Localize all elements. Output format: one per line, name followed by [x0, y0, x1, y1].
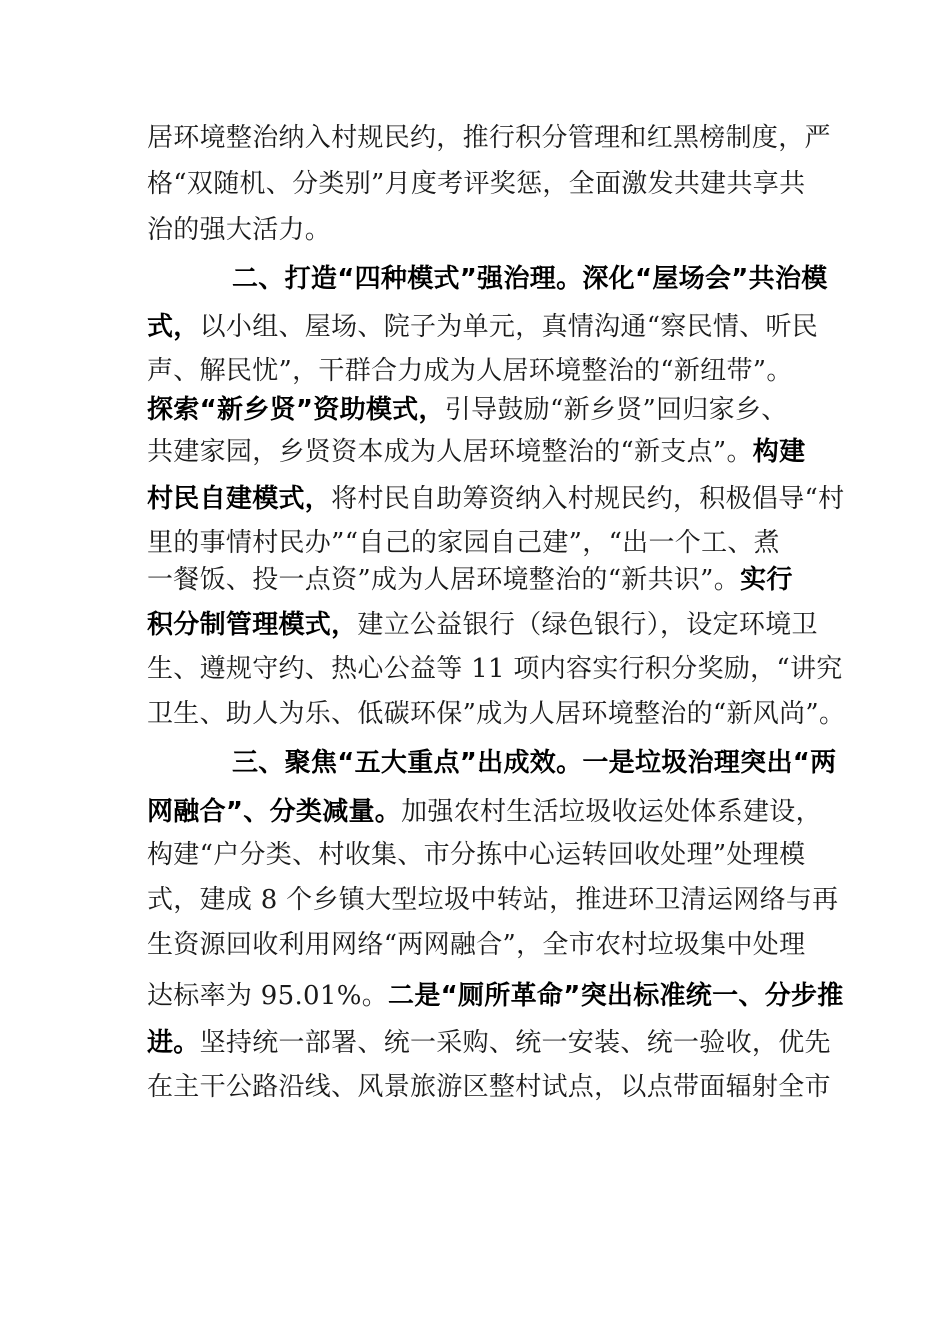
text-run: 将村民自助筹资纳入村规民约，积极倡导“村 [331, 484, 845, 514]
text-run: 以小组、屋场、院子为单元，真情沟通“察民情、听民 [199, 312, 819, 342]
bold-run: 村民自建模式， [147, 484, 332, 514]
bold-run: 网融合”、分类减量。 [147, 797, 402, 827]
text-line [147, 608, 827, 642]
text-run: 在主干公路沿线、风景旅游区整村试点，以点带面辐射全市 [147, 1072, 831, 1102]
text-line [147, 883, 839, 917]
text-run: 里的事情村民办”“自己的家园自己建”，“出一个工、煮 [147, 528, 780, 558]
section-heading: 二、打造“四种模式”强治理。深化“屋场会”共治模 [232, 264, 828, 294]
text-run: 建立公益银行（绿色银行），设定环境卫 [357, 610, 818, 640]
text-line [147, 435, 827, 469]
text-run: 格“双随机、分类别”月度考评奖惩，全面激发共建共享共 [147, 169, 806, 199]
text-line [147, 1026, 831, 1060]
section-heading-line [232, 746, 912, 780]
section-heading-line [232, 262, 912, 296]
text-line [147, 167, 827, 201]
text-run: 生资源回收利用网络“两网融合”，全市农村垃圾集中处理 [147, 930, 806, 960]
text-line [147, 795, 827, 829]
bold-run: 实行 [740, 565, 793, 595]
text-line [147, 928, 827, 962]
text-run: 共建家园，乡贤资本成为人居环境整治的“新支点”。 [147, 437, 753, 467]
bold-run: 积分制管理模式， [147, 610, 358, 640]
bold-run: 二是“厕所革命”突出标准统一、分步推 [388, 981, 844, 1011]
text-line [147, 697, 846, 731]
text-run: 居环境整治纳入村规民约，推行积分管理和红黑榜制度，严 [147, 123, 831, 153]
text-run: 加强农村生活垃圾收运处体系建设， [401, 797, 822, 827]
text-line [147, 838, 827, 872]
bold-run: 式， [147, 312, 200, 342]
text-line [147, 213, 827, 247]
bold-run: 进。 [147, 1028, 200, 1058]
text-line [147, 1070, 831, 1104]
text-run: 卫生、助人为乐、低碳环保”成为人居环境整治的“新风尚”。 [147, 699, 846, 729]
text-run: 坚持统一部署、统一采购、统一安装、统一验收，优先 [199, 1028, 831, 1058]
text-run: 式，建成 8 个乡镇大型垃圾中转站，推进环卫清运网络与再 [147, 885, 839, 915]
text-run: 达标率为 95.01%。 [147, 981, 389, 1011]
text-line [147, 526, 827, 560]
text-run: 声、解民忧”，干群合力成为人居环境整治的“新纽带”。 [147, 356, 793, 386]
section-heading: 三、聚焦“五大重点”出成效。一是垃圾治理突出“两 [232, 748, 837, 778]
text-line [147, 979, 844, 1013]
text-line [147, 652, 843, 686]
bold-run: 探索“新乡贤”资助模式， [147, 395, 445, 425]
text-line [147, 310, 827, 344]
text-line [147, 482, 845, 516]
text-run: 治的强大活力。 [147, 215, 332, 245]
text-line [147, 393, 827, 427]
text-line [147, 354, 827, 388]
bold-run: 构建 [752, 437, 806, 467]
text-line [147, 121, 831, 155]
text-line [147, 563, 827, 597]
text-run: 一餐饭、投一点资”成为人居环境整治的“新共识”。 [147, 565, 741, 595]
text-run: 引导鼓励“新乡贤”回归家乡、 [444, 395, 788, 425]
text-run: 构建“户分类、村收集、市分拣中心运转回收处理”处理模 [147, 840, 806, 870]
text-run: 生、遵规守约、热心公益等 11 项内容实行积分奖励，“讲究 [147, 654, 843, 684]
